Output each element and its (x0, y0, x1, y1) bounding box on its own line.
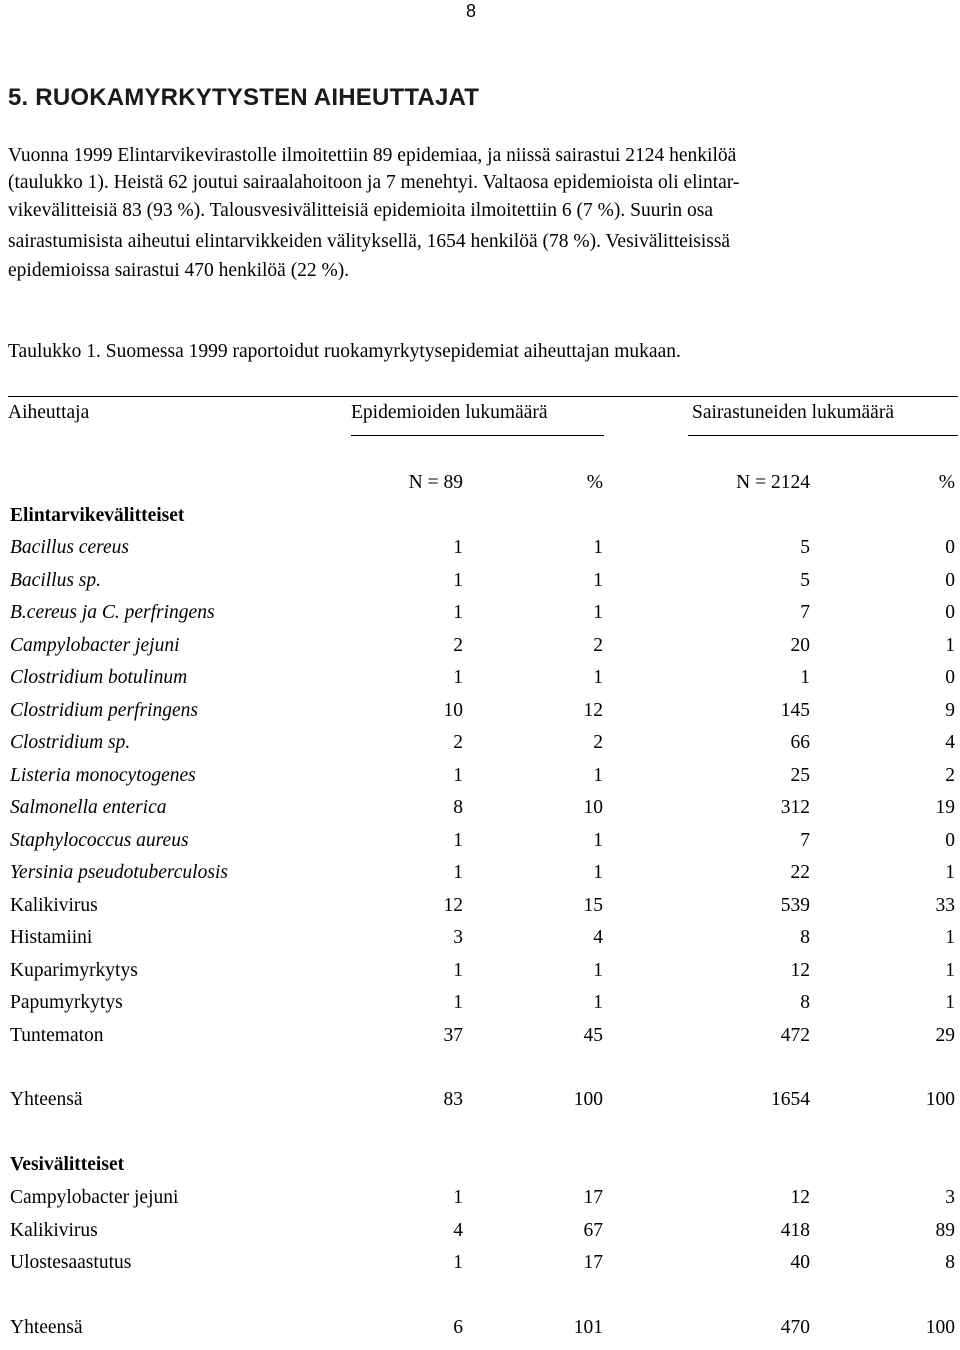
row-name: B.cereus ja C. perfringens (10, 602, 215, 623)
row-p2: 0 (945, 537, 955, 558)
row-n1: 2 (453, 732, 463, 753)
row-n2: 8 (800, 992, 810, 1013)
section-water-label: Vesivälitteiset (10, 1154, 125, 1175)
row-p1: 10 (583, 797, 603, 818)
row-n1: 37 (443, 1024, 463, 1046)
header-sairastuneet: Sairastuneiden lukumäärä (692, 402, 894, 423)
row-n2: 40 (790, 1252, 810, 1273)
section-food-label: Elintarvikevälitteiset (10, 505, 185, 526)
row-n2: 1 (800, 667, 810, 688)
row-n2: 7 (800, 829, 810, 851)
table-row (0, 765, 960, 795)
row-p1: 1 (593, 862, 603, 883)
table-row (0, 732, 960, 762)
row-p2: 1 (945, 862, 955, 883)
row-n1: 10 (443, 699, 463, 721)
row-n1: 1 (453, 537, 463, 558)
row-p1: 12 (583, 699, 603, 721)
row-p2: 19 (935, 797, 955, 818)
row-p2: 0 (945, 829, 955, 851)
sub-n2: N = 2124 (736, 472, 810, 493)
subheader-row (0, 472, 960, 502)
table-caption: Taulukko 1. Suomessa 1999 raportoidut ruokamyrkytysepidemiat aiheuttajan mukaan. (8, 341, 681, 362)
food-total-row (0, 1089, 960, 1119)
row-n1: 4 (453, 1219, 463, 1241)
row-p2: 0 (945, 667, 955, 688)
row-p1: 17 (583, 1252, 603, 1273)
row-p1: 1 (593, 569, 603, 591)
row-p2: 8 (945, 1252, 955, 1273)
row-name: Campylobacter jejuni (10, 1187, 179, 1208)
intro-line-3: vikevälitteisiä 83 (93 %). Talousvesivälitteisiä epidemioita ilmoitettiin 6 (7 %). Suurin osa (8, 200, 714, 221)
table-row (0, 667, 960, 697)
row-p1: 1 (593, 602, 603, 623)
table-row (0, 635, 960, 665)
row-name: Clostridium sp. (10, 732, 131, 753)
row-n1: 1 (453, 1252, 463, 1273)
row-p2: 29 (935, 1024, 955, 1046)
table-row (0, 797, 960, 827)
total-p2: 100 (925, 1089, 955, 1110)
row-p1: 2 (593, 732, 603, 753)
row-n1: 1 (453, 602, 463, 623)
row-n2: 5 (800, 569, 810, 591)
header-epidemiat: Epidemioiden lukumäärä (351, 402, 548, 423)
row-n2: 12 (790, 1187, 810, 1208)
table-row (0, 1187, 960, 1217)
page-number: 8 (466, 1, 477, 21)
sub-n1: N = 89 (408, 472, 463, 493)
total-n2: 470 (780, 1317, 810, 1338)
row-n2: 20 (790, 634, 810, 656)
table-top-rule (8, 396, 958, 397)
row-p1: 4 (593, 927, 603, 948)
row-n2: 25 (790, 764, 810, 786)
sub-p1: % (586, 472, 603, 493)
row-n1: 1 (453, 764, 463, 786)
total-p1: 101 (573, 1317, 603, 1338)
row-name: Clostridium perfringens (10, 699, 198, 721)
row-name: Kalikivirus (10, 1219, 98, 1241)
row-name: Ulostesaastutus (10, 1252, 132, 1273)
table-row (0, 1220, 960, 1250)
row-name: Staphylococcus aureus (10, 829, 189, 851)
row-n2: 539 (780, 894, 810, 916)
sub-p2: % (938, 472, 955, 493)
row-name: Salmonella enterica (10, 797, 167, 818)
intro-line-1: Vuonna 1999 Elintarvikevirastolle ilmoitettiin 89 epidemiaa, ja niissä sairastui 2124 henkilöä (8, 145, 737, 166)
row-name: Listeria monocytogenes (10, 764, 196, 786)
row-n2: 312 (780, 797, 810, 818)
row-p2: 4 (945, 732, 955, 753)
table-row (0, 700, 960, 730)
table-row (0, 830, 960, 860)
intro-line-2: (taulukko 1). Heistä 62 joutui sairaalahoitoon ja 7 menehtyi. Valtaosa epidemioista oli elintar- (8, 172, 740, 193)
intro-line-5: epidemioissa sairastui 470 henkilöä (22 %). (8, 260, 350, 281)
water-total-row (0, 1317, 960, 1347)
row-p2: 1 (945, 927, 955, 948)
sairastuneet-underline (688, 435, 958, 436)
row-n1: 1 (453, 829, 463, 851)
table-row (0, 992, 960, 1022)
row-p1: 15 (583, 894, 603, 916)
row-n2: 418 (780, 1219, 810, 1241)
row-p2: 89 (935, 1219, 955, 1241)
row-name: Clostridium botulinum (10, 667, 188, 688)
table-row (0, 895, 960, 925)
row-name: Yersinia pseudotuberculosis (10, 862, 228, 883)
row-p2: 33 (935, 894, 955, 916)
table-row (0, 1252, 960, 1282)
row-p2: 9 (945, 699, 955, 721)
row-p1: 1 (593, 667, 603, 688)
row-n1: 8 (453, 797, 463, 818)
row-n2: 8 (800, 927, 810, 948)
row-p1: 2 (593, 634, 603, 656)
row-p2: 3 (945, 1187, 955, 1208)
table-row (0, 927, 960, 957)
row-p1: 1 (593, 959, 603, 981)
table-row (0, 602, 960, 632)
row-n1: 1 (453, 667, 463, 688)
row-p2: 0 (945, 569, 955, 591)
row-name: Tuntematon (10, 1024, 104, 1046)
row-n1: 12 (443, 894, 463, 916)
row-name: Kuparimyrkytys (10, 959, 138, 981)
total-n1: 6 (453, 1317, 463, 1338)
total-label: Yhteensä (10, 1089, 83, 1110)
total-label: Yhteensä (10, 1317, 83, 1338)
row-name: Bacillus sp. (10, 569, 101, 591)
row-p1: 1 (593, 992, 603, 1013)
row-n1: 1 (453, 1187, 463, 1208)
row-p2: 2 (945, 764, 955, 786)
section-water-row (0, 1154, 960, 1184)
row-n2: 472 (780, 1024, 810, 1046)
table-row (0, 570, 960, 600)
row-n2: 12 (790, 959, 810, 981)
section-heading: 5. RUOKAMYRKYTYSTEN AIHEUTTAJAT (8, 84, 480, 111)
row-p2: 1 (945, 992, 955, 1013)
intro-line-4: sairastumisista aiheutui elintarvikkeiden välityksellä, 1654 henkilöä (78 %). Vesivälitteisissä (8, 231, 731, 252)
table-row (0, 537, 960, 567)
total-p1: 100 (573, 1089, 603, 1110)
row-p1: 1 (593, 764, 603, 786)
row-p2: 1 (945, 959, 955, 981)
row-name: Bacillus cereus (10, 537, 129, 558)
row-n1: 3 (453, 927, 463, 948)
row-n1: 2 (453, 634, 463, 656)
row-n1: 1 (453, 569, 463, 591)
row-name: Campylobacter jejuni (10, 634, 180, 656)
epidemiat-underline (351, 435, 604, 436)
total-n2: 1654 (771, 1089, 810, 1110)
row-p2: 0 (945, 602, 955, 623)
table-row (0, 1025, 960, 1055)
row-n1: 1 (453, 862, 463, 883)
row-name: Kalikivirus (10, 894, 98, 916)
row-n2: 7 (800, 602, 810, 623)
row-p1: 67 (583, 1219, 603, 1241)
header-aiheuttaja: Aiheuttaja (8, 402, 90, 423)
row-n2: 66 (790, 732, 810, 753)
section-food-row (0, 505, 960, 535)
total-n1: 83 (443, 1089, 463, 1110)
row-n1: 1 (453, 992, 463, 1013)
row-p1: 1 (593, 537, 603, 558)
row-n1: 1 (453, 959, 463, 981)
row-name: Histamiini (10, 927, 93, 948)
row-p1: 17 (583, 1187, 603, 1208)
total-p2: 100 (925, 1317, 955, 1338)
row-p2: 1 (945, 634, 955, 656)
table-row (0, 862, 960, 892)
row-n2: 5 (800, 537, 810, 558)
table-row (0, 960, 960, 990)
row-p1: 45 (583, 1024, 603, 1046)
row-p1: 1 (593, 829, 603, 851)
row-n2: 22 (790, 862, 810, 883)
row-name: Papumyrkytys (10, 992, 123, 1013)
row-n2: 145 (780, 699, 810, 721)
